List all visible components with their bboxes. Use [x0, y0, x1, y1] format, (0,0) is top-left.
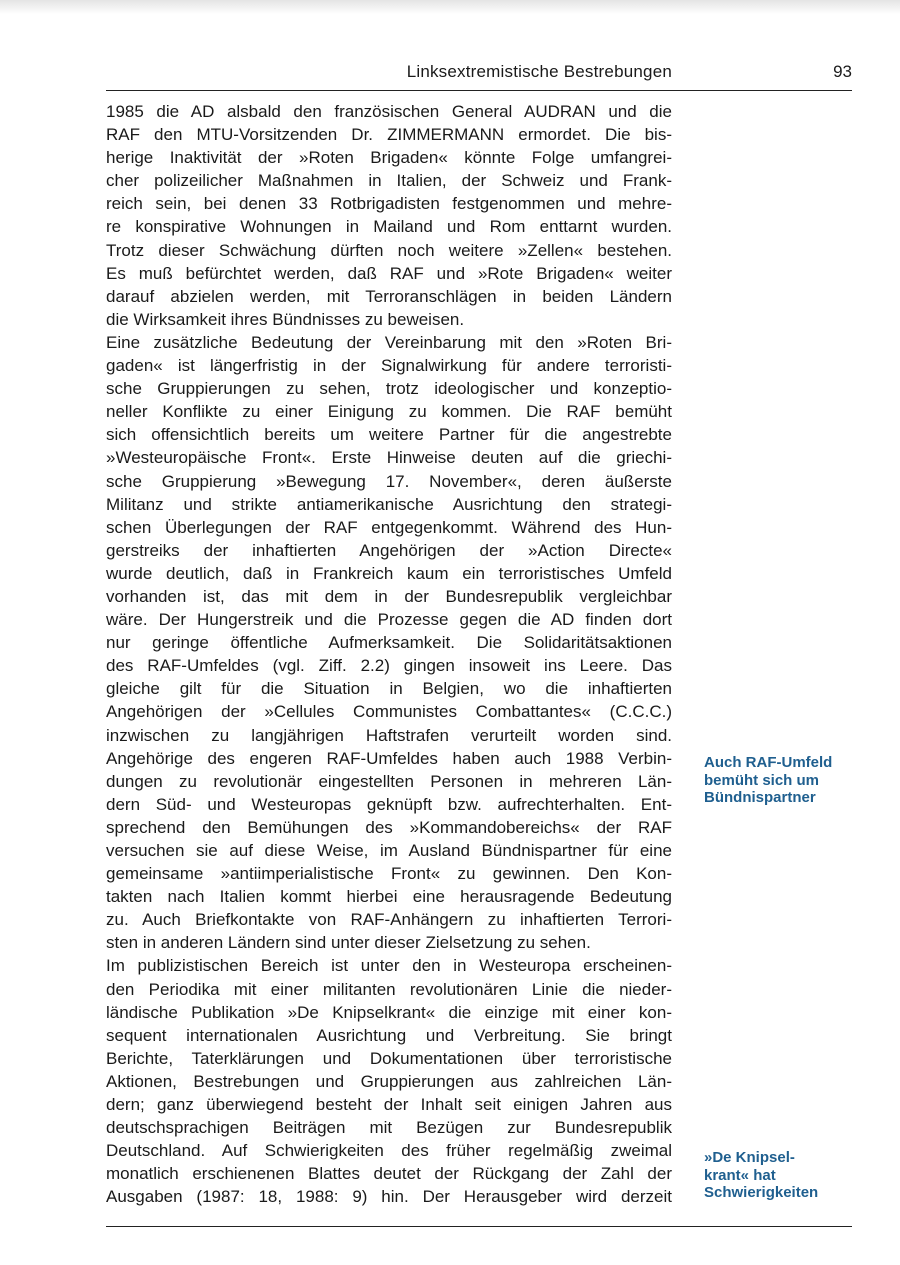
- body-line: dern; ganz überwiegend besteht der Inhalt seit einigen Jahren aus: [106, 1095, 672, 1115]
- body-line: takten nach Italien kommt hierbei eine herausragende Bedeutung: [106, 887, 672, 907]
- margin-note-line: krant« hat: [704, 1166, 776, 1184]
- body-line: ländische Publikation »De Knipselkrant« die einzige mit einer kon-: [106, 1002, 672, 1022]
- body-line: sequent internationalen Ausrichtung und Verbreitung. Sie bringt: [106, 1025, 672, 1045]
- body-line: RAF den MTU-Vorsitzenden Dr. ZIMMERMANN ermordet. Die bis-: [106, 125, 672, 145]
- body-line: sich offensichtlich bereits um weitere Partner für die angestrebte: [106, 425, 672, 445]
- body-line: dern Süd- und Westeuropas geknüpft bzw. aufrechterhalten. Ent-: [106, 794, 672, 814]
- body-line: gerstreiks der inhaftierten Angehörigen der »Action Directe«: [106, 540, 672, 560]
- header-rule: [106, 90, 852, 91]
- margin-note-line: »De Knipsel-: [704, 1149, 795, 1166]
- body-line: Angehörigen der »Cellules Communistes Combattantes« (C.C.C.): [106, 702, 672, 722]
- body-line: wäre. Der Hungerstreik und die Prozesse gegen die AD finden dort: [106, 610, 672, 630]
- body-line: herige Inaktivität der »Roten Brigaden« könnte Folge umfangrei-: [106, 148, 672, 168]
- body-line: Militanz und strikte antiamerikanische Ausrichtung den strategi-: [106, 494, 672, 514]
- scan-edge: [0, 0, 900, 14]
- body-line: den Periodika mit einer militanten revolutionären Linie die nieder-: [106, 979, 672, 999]
- body-line: Aktionen, Bestrebungen und Gruppierungen aus zahlreichen Län-: [106, 1071, 672, 1091]
- body-line: wurde deutlich, daß in Frankreich kaum ein terroristisches Umfeld: [106, 563, 672, 583]
- margin-note-line: Auch RAF-Umfeld: [704, 754, 833, 771]
- body-line: des RAF-Umfeldes (vgl. Ziff. 2.2) gingen insoweit ins Leere. Das: [106, 656, 672, 676]
- body-line: sche Gruppierungen zu sehen, trotz ideologischer und konzeptio-: [106, 379, 672, 399]
- margin-note-line: bemüht sich um: [704, 771, 820, 789]
- running-head: [106, 60, 852, 88]
- body-line: gleiche gilt für die Situation in Belgien, wo die inhaftierten: [106, 679, 672, 699]
- body-line: gaden« ist längerfristig in der Signalwirkung für andere terroristi-: [106, 356, 672, 376]
- body-line: Ausgaben (1987: 18, 1988: 9) hin. Der Herausgeber wird derzeit: [106, 1187, 672, 1207]
- body-line: zu. Auch Briefkontakte von RAF-Anhängern zu inhaftierten Terrori-: [106, 910, 672, 930]
- body-line: Angehörige des engeren RAF-Umfeldes haben auch 1988 Verbin-: [106, 748, 672, 768]
- body-line: nur geringe öffentliche Aufmerksamkeit. Die Solidaritätsaktionen: [106, 633, 672, 653]
- footer-rule: [106, 1226, 852, 1227]
- body-text: [106, 100, 672, 1209]
- body-line: vorhanden ist, das mit dem in der Bundesrepublik vergleichbar: [106, 586, 672, 606]
- body-line: Es muß befürchtet werden, daß RAF und »Rote Brigaden« weiter: [106, 263, 672, 283]
- running-title: Linksextremistische Bestrebungen: [406, 62, 672, 81]
- body-line: re konspirative Wohnungen in Mailand und Rom enttarnt wurden.: [106, 217, 672, 237]
- body-line: inzwischen zu langjährigen Haftstrafen verurteilt worden sind.: [106, 725, 672, 745]
- body-line: reich sein, bei denen 33 Rotbrigadisten festgenommen und mehre-: [106, 194, 672, 214]
- body-line: dungen zu revolutionär eingestellten Personen in mehreren Län-: [106, 771, 672, 791]
- margin-note-line: Bündnispartner: [704, 789, 816, 806]
- body-line: darauf abzielen werden, mit Terroranschlägen in beiden Ländern: [106, 286, 672, 306]
- body-line: Trotz dieser Schwächung dürften noch weitere »Zellen« bestehen.: [106, 240, 672, 260]
- body-line: deutschsprachigen Beiträgen mit Bezügen zur Bundesrepublik: [106, 1118, 672, 1138]
- body-line: cher polizeilicher Maßnahmen in Italien, der Schweiz und Frank-: [106, 171, 672, 191]
- body-line: Deutschland. Auf Schwierigkeiten des früher regelmäßig zweimal: [106, 1141, 672, 1161]
- body-line: sten in anderen Ländern sind unter dieser Zielsetzung zu sehen.: [106, 933, 591, 953]
- margin-note-knipselkrant: [704, 1149, 854, 1202]
- body-line: gemeinsame »antiimperialistische Front« zu gewinnen. Den Kon-: [106, 864, 672, 884]
- page-number: 93: [833, 62, 852, 81]
- body-line: neller Konflikte zu einer Einigung zu kommen. Die RAF bemüht: [106, 402, 672, 422]
- body-line: Im publizistischen Bereich ist unter den in Westeuropa erscheinen-: [106, 956, 672, 976]
- body-line: »Westeuropäische Front«. Erste Hinweise deuten auf die griechi-: [106, 448, 672, 468]
- body-line: sprechend den Bemühungen des »Kommandobereichs« der RAF: [106, 817, 672, 837]
- body-line: 1985 die AD alsbald den französischen General AUDRAN und die: [106, 102, 672, 121]
- body-line: monatlich erschienenen Blattes deutet der Rückgang der Zahl der: [106, 1164, 672, 1184]
- body-line: versuchen sie auf diese Weise, im Ausland Bündnispartner für eine: [106, 841, 672, 860]
- margin-note-raf-umfeld: [704, 754, 854, 807]
- body-line: Eine zusätzliche Bedeutung der Vereinbarung mit den »Roten Bri-: [106, 332, 672, 352]
- body-line: die Wirksamkeit ihres Bündnisses zu beweisen.: [106, 309, 465, 329]
- body-line: schen Überlegungen der RAF entgegenkommt. Während des Hun-: [106, 517, 672, 537]
- body-line: sche Gruppierung »Bewegung 17. November«, deren äußerste: [106, 471, 672, 491]
- body-line: Berichte, Taterklärungen und Dokumentationen über terroristische: [106, 1048, 672, 1068]
- margin-note-line: Schwierigkeiten: [704, 1184, 819, 1201]
